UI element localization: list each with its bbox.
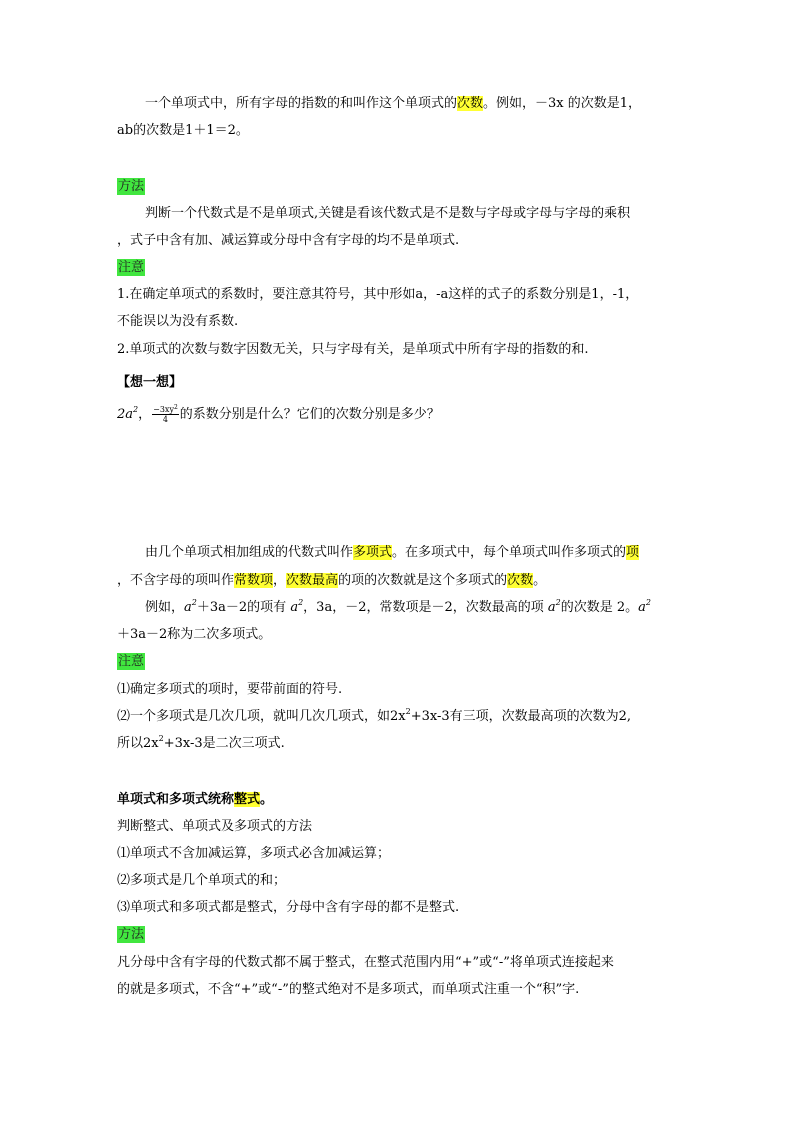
text: 。: [533, 573, 547, 588]
method-label: 方法: [118, 927, 145, 942]
math-text: a: [547, 600, 556, 615]
math-a-squared: [184, 600, 197, 615]
note-tag-1: [117, 258, 145, 278]
text: 的就是多项式，不含“+”或“-”的整式绝对不是多项式，而单项式注重一个“积”字.: [117, 982, 580, 997]
question-text: 的系数分别是什么？它们的次数分别是多少？: [179, 407, 440, 422]
text: ，式子中含有加、减运算或分母中含有字母的均不是单项式.: [117, 233, 460, 248]
exponent: 2: [405, 707, 411, 716]
polynomial-example-line2: [117, 625, 271, 645]
text: 单项式和多项式统称: [117, 792, 235, 807]
numerator-text: −3xy: [153, 405, 174, 414]
exponent: 2: [158, 734, 164, 743]
exponent: 2: [191, 598, 197, 607]
polynomial-definition-line1: [145, 543, 639, 563]
think-title: [117, 373, 182, 393]
note1-line1: [117, 285, 638, 305]
degree-definition-line2: [117, 121, 249, 141]
degree-definition-line1: [145, 94, 641, 114]
text: ，3a，－2，常数项是－2，次数最高的项: [303, 600, 548, 615]
text: 1.在确定单项式的系数时，要注意其符号，其中形如a，-a这样的式子的系数分别是1，-1，: [117, 287, 639, 302]
text: 【想一想】: [117, 375, 183, 390]
note-label: 注意: [118, 654, 145, 669]
highlight-polynomial: 多项式: [353, 545, 393, 560]
math-2a: [117, 407, 138, 422]
text: ，: [273, 573, 287, 588]
highlight-degree: 次数: [507, 573, 534, 588]
highlight-constant-term: 常数项: [234, 573, 274, 588]
exponent: 2: [298, 598, 304, 607]
note2-line1: [117, 680, 342, 700]
text: 2.单项式的次数与数字因数无关，只与字母有关，是单项式中所有字母的指数的和.: [117, 342, 589, 357]
highlight-integral-expression: 整式: [234, 792, 261, 807]
note-tag-2: [117, 652, 145, 672]
math-text: a: [638, 600, 646, 615]
integral-expression-line: [117, 790, 273, 810]
note1-line2: [117, 312, 238, 332]
think-question: [117, 405, 440, 425]
text: 判断整式、单项式及多项式的方法: [117, 819, 313, 834]
text: 不能误以为没有系数.: [117, 314, 239, 329]
math-text: 2a: [117, 407, 134, 422]
fraction: [152, 405, 179, 424]
math-a-squared: [638, 600, 651, 615]
polynomial-definition-line2: [117, 571, 546, 591]
text: ＋3a－2的项有: [196, 600, 291, 615]
text: 凡分母中含有字母的代数式都不属于整式，在整式范围内用“+”或“-”将单项式连接起来: [117, 955, 614, 970]
text: 。: [260, 792, 274, 807]
fraction-numerator: [152, 405, 179, 415]
judge-rule-2: [117, 871, 286, 891]
math-a-squared: [548, 600, 561, 615]
note1-line3: [117, 340, 589, 360]
note2-line3: [117, 734, 285, 754]
highlight-highest-degree: 次数最高: [286, 573, 339, 588]
judge-rule-1: [117, 844, 390, 864]
text: 的项的次数就是这个多项式的: [338, 573, 508, 588]
math-text: a: [290, 600, 299, 615]
judge-method-title: [117, 817, 312, 837]
text: 所以2x: [117, 736, 159, 751]
text: +3x-3是二次三项式.: [163, 736, 285, 751]
text: 。在多项式中，每个单项式叫作多项式的: [392, 545, 627, 560]
text: 判断一个代数式是不是单项式,关键是看该代数式是不是数与字母或字母与字母的乘积: [145, 206, 631, 221]
text: 的次数是 2。: [560, 600, 639, 615]
text: 由几个单项式相加组成的代数式叫作: [145, 545, 354, 560]
text: ⑴确定多项式的项时，要带前面的符号.: [117, 682, 343, 697]
highlight-term: 项: [626, 545, 640, 560]
text: +3x-3有三项，次数最高项的次数为2,: [410, 709, 632, 724]
math-text: a: [184, 600, 192, 615]
method-tag-2: [117, 925, 145, 945]
method-tag-1: [117, 177, 145, 197]
fraction-denominator: 4: [162, 415, 169, 424]
text: ，不含字母的项叫作: [117, 573, 235, 588]
text: 一个单项式中，所有字母的指数的和叫作这个单项式的: [145, 96, 458, 111]
text: ⑴单项式不含加减运算，多项式必含加减运算；: [117, 846, 391, 861]
method-label: 方法: [118, 179, 145, 194]
method2-line1: [117, 953, 614, 973]
method1-line2: [117, 231, 459, 251]
text: ⑵一个多项式是几次几项，就叫几次几项式，如2x: [117, 709, 406, 724]
exponent: 2: [133, 405, 139, 414]
text: ⑶单项式和多项式都是整式，分母中含有字母的都不是整式.: [117, 900, 460, 915]
method1-line1: [145, 204, 630, 224]
text: ab的次数是1＋1＝2。: [117, 123, 249, 138]
polynomial-example-line1: [145, 598, 651, 618]
math-a-squared: [290, 600, 303, 615]
highlight-degree: 次数: [457, 96, 484, 111]
note-label: 注意: [118, 260, 145, 275]
text: ⑵多项式是几个单项式的和；: [117, 873, 287, 888]
text: ＋3a－2称为二次多项式。: [117, 627, 272, 642]
judge-rule-3: [117, 898, 459, 918]
text: 例如，: [145, 600, 185, 615]
exponent: 2: [555, 598, 561, 607]
text: 。例如，－3x 的次数是1，: [483, 96, 642, 111]
exponent: 2: [645, 598, 651, 607]
separator: ，: [138, 407, 152, 422]
method2-line2: [117, 980, 579, 1000]
exponent: 2: [173, 404, 178, 411]
note2-line2: [117, 707, 631, 727]
